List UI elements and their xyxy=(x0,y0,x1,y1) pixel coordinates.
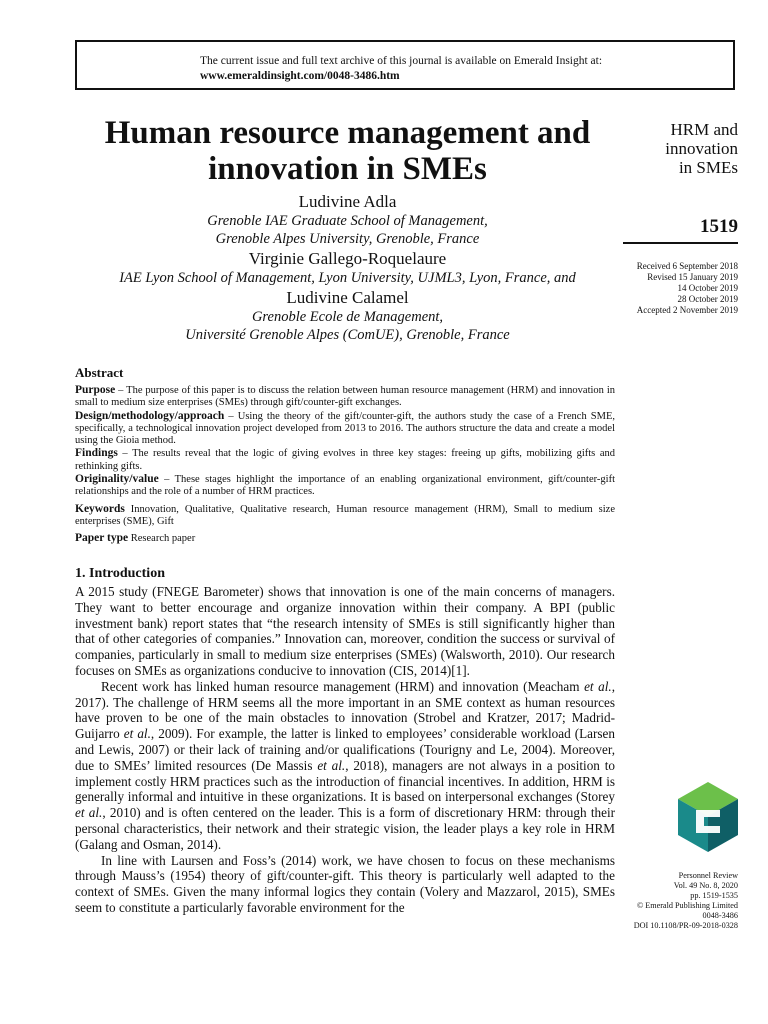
running-title-line: innovation xyxy=(665,139,738,158)
journal-url-link[interactable]: www.emeraldinsight.com/0048-3486.htm xyxy=(200,70,400,82)
abstract-heading: Abstract xyxy=(75,365,124,380)
purpose-label: Purpose xyxy=(75,384,116,396)
author-affiliation: Université Grenoble Alpes (ComUE), Grenoble, France xyxy=(185,327,510,343)
journal-citation xyxy=(620,871,738,931)
sidebar-divider xyxy=(623,242,738,244)
text-run: , 2018), managers are not always in a position to implement costly HRM practices such as the introduction of financial incentives. In addition, HRM is generally informal and intuitive in these organizations. It is based on interpersonal exchanges (Storey xyxy=(75,757,615,805)
author-name: Ludivine Adla xyxy=(298,192,397,211)
journal-copyright: © Emerald Publishing Limited xyxy=(636,901,738,910)
running-title-line: in SMEs xyxy=(678,158,738,177)
body-paragraph: In line with Laursen and Foss’s (2014) work, we have chosen to focus on these mechanisms through Mauss’s (1954) theory of gift/counter-gift. This theory is particularly well adapted to the context of SMEs. Given the many informal logics they contain (Volery and Mazzarol, 2015), SMEs seem to constitute a particularly favorable environment for the xyxy=(75,852,615,915)
section-heading: 1. Introduction xyxy=(75,566,165,581)
findings-text: – The results reveal that the logic of giving evolves in three key stages: freeing up gifts, mobilizing gifts and rethinking gifts. xyxy=(75,448,615,472)
date-line: 14 October 2019 xyxy=(677,283,738,293)
journal-pages: pp. 1519-1535 xyxy=(690,891,738,900)
notice-line: The current issue and full text archive of this journal is available on Emerald Insight at: xyxy=(200,55,603,67)
article-title xyxy=(75,115,620,187)
abstract-purpose xyxy=(75,384,615,410)
findings-label: Findings xyxy=(75,447,118,460)
design-text: – Using the theory of the gift/counter-gift, the authors study the case of a French SME, specifically, a technological innovation project developed from 2013 to 2016. The authors structure the data and create a model using the Gioia method. xyxy=(75,410,615,447)
author-affiliation: Grenoble IAE Graduate School of Management, xyxy=(207,213,488,229)
paper-type-text: Research paper xyxy=(128,533,196,545)
keywords xyxy=(75,503,615,529)
text-run: , 2009). For example, the latter is linked to employees’ considerable workload (Larsen and Lewis, 2007) or their lack of training and/or qualifications (Tourigny and Le, 2004). Moreover, due to SMEs’ limited resources (De Massis xyxy=(75,726,615,773)
keywords-text: Innovation, Qualitative, Qualitative research, Human resource management (HRM), Small to medium size enterprises (SME), Gift xyxy=(75,503,615,527)
date-line: 28 October 2019 xyxy=(677,294,738,304)
abstract-originality xyxy=(75,473,615,499)
keywords-label: Keywords xyxy=(75,502,125,515)
body-paragraph: A 2015 study (FNEGE Barometer) shows that innovation is one of the main concerns of managers. They want to better encourage and organize innovation within their company. A BPI (public investment bank) report states that “the research intensity of SMEs is still significantly higher than that of other categories of companies.” Innovation can, moreover, condition the success or survival of companies, particularly in small to medium size enterprises (SMEs) (Walsworth, 2010). Our research focuses on SMEs as organizations conducive to innovation (CIS, 2014)[1]. xyxy=(75,584,615,678)
author-affiliation: IAE Lyon School of Management, Lyon University, UJML3, Lyon, France, and xyxy=(119,270,576,286)
author-affiliation: Grenoble Ecole de Management, xyxy=(251,309,444,325)
running-title xyxy=(630,120,738,177)
et-al: et al. xyxy=(75,805,103,821)
author-block xyxy=(75,191,620,344)
date-line: Revised 15 January 2019 xyxy=(647,272,738,282)
journal-doi: DOI 10.1108/PR-09-2018-0328 xyxy=(633,921,738,930)
text-run: Recent work has linked human resource management (HRM) and innovation (Meacham xyxy=(101,678,585,694)
title-line-1: Human resource management and xyxy=(104,115,591,151)
emerald-logo-icon xyxy=(676,780,740,854)
journal-notice xyxy=(200,54,602,84)
et-al: et al. xyxy=(317,757,346,773)
page-number: 1519 xyxy=(700,216,738,237)
text-run: , 2010) and is often centered on the leader. This is a form of discretionary HRM: through their personal characteristics, their network and their strategic vision, the leader plays a key role in HRM (Galang and Osman, 2014). xyxy=(75,805,615,852)
author-name: Virginie Gallego-Roquelaure xyxy=(248,249,447,268)
title-line-2: innovation in SMEs xyxy=(208,151,487,187)
abstract-section xyxy=(75,365,615,546)
et-al: et al. xyxy=(584,678,612,694)
author-affiliation: Grenoble Alpes University, Grenoble, France xyxy=(215,231,480,247)
journal-volume: Vol. 49 No. 8, 2020 xyxy=(673,881,738,890)
purpose-text: – The purpose of this paper is to discuss the relation between human resource management (HRM) and innovation in small to medium size enterprises (SMEs) through gift/counter-gift exchanges. xyxy=(75,385,615,409)
journal-issn: 0048-3486 xyxy=(702,911,738,920)
date-line: Received 6 September 2018 xyxy=(636,261,738,271)
abstract-design xyxy=(75,410,615,448)
author-name: Ludivine Calamel xyxy=(286,288,409,307)
abstract-findings xyxy=(75,447,615,473)
text-run: , 2017). The challenge of HRM seems all the more important in an SME context as human resources have proven to be one of the main obstacles to innovation (Strobel and Kratzer, 2017; Madrid-Guijarro xyxy=(75,678,615,742)
paper-type xyxy=(75,532,615,545)
submission-dates xyxy=(600,261,738,316)
et-al: et al. xyxy=(123,726,151,742)
journal-name: Personnel Review xyxy=(678,871,738,880)
running-title-line: HRM and xyxy=(670,120,738,139)
originality-label: Originality/value xyxy=(75,473,159,486)
introduction-section xyxy=(75,566,615,916)
design-label: Design/methodology/approach xyxy=(75,409,225,422)
body-paragraph xyxy=(75,679,615,853)
date-line: Accepted 2 November 2019 xyxy=(636,305,738,315)
journal-notice-box xyxy=(75,40,735,90)
originality-text: – These stages highlight the importance of an enabling organizational environment, gift/counter-gift relationships and the role of a number of HRM practices. xyxy=(75,474,615,498)
paper-type-label: Paper type xyxy=(75,532,129,545)
